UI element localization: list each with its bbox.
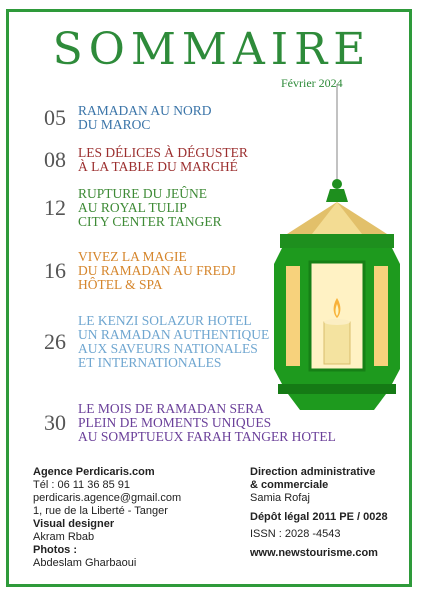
- toc-page-number: 26: [44, 329, 66, 354]
- toc-entry[interactable]: [44, 187, 222, 229]
- toc-page-number: 30: [44, 410, 66, 435]
- toc-title: LES DÉLICES À DÉGUSTER À LA TABLE DU MARCHÉ: [78, 145, 248, 174]
- ramadan-lantern-icon: [262, 84, 412, 424]
- toc-entry[interactable]: [44, 314, 269, 370]
- issn: ISSN : 2028 -4543: [250, 528, 341, 540]
- toc-title: RAMADAN AU NORD DU MAROC: [78, 103, 212, 132]
- designer-name: Akram Rbab: [33, 531, 95, 543]
- photographer-name: Abdeslam Gharbaoui: [33, 557, 137, 569]
- footer-publisher: [250, 466, 388, 560]
- issue-date: Février 2024: [281, 76, 343, 90]
- toc-page-number: 16: [44, 258, 66, 283]
- direction-label-2: & commerciale: [250, 479, 329, 491]
- toc-entry[interactable]: [44, 146, 248, 174]
- legal-deposit: Dépôt légal 2011 PE / 0028: [250, 511, 388, 523]
- toc-entry[interactable]: [44, 104, 212, 132]
- toc-page-number: 05: [44, 105, 66, 130]
- toc-page-number: 12: [44, 195, 66, 220]
- toc-page-number: 08: [44, 147, 66, 172]
- toc-title: LE KENZI SOLAZUR HOTEL UN RAMADAN AUTHENTIQUE AUX SAVEURS NATIONALES ET INTERNATIONALES: [78, 313, 270, 370]
- website-link[interactable]: www.newstourisme.com: [250, 547, 378, 559]
- agency-phone: Tél : 06 11 36 85 91: [33, 479, 131, 491]
- agency-name: Agence Perdicaris.com: [33, 466, 155, 478]
- toc-title: LE MOIS DE RAMADAN SERA PLEIN DE MOMENTS UNIQUES AU SOMPTUEUX FARAH TANGER HOTEL: [78, 401, 336, 444]
- designer-label: Visual designer: [33, 518, 115, 530]
- toc-entry[interactable]: [44, 250, 236, 292]
- direction-label: Direction administrative: [250, 466, 376, 478]
- agency-email[interactable]: perdicaris.agence@gmail.com: [33, 492, 182, 504]
- toc-title: RUPTURE DU JEÛNE AU ROYAL TULIP CITY CENTER TANGER: [78, 186, 222, 229]
- toc-title: VIVEZ LA MAGIE DU RAMADAN AU FREDJ HÔTEL & SPA: [78, 249, 236, 292]
- photos-label: Photos :: [33, 544, 77, 556]
- page-title: SOMMAIRE: [52, 24, 372, 75]
- footer-credits: [33, 466, 181, 570]
- director-name: Samia Rofaj: [250, 492, 310, 504]
- agency-address: 1, rue de la Liberté - Tanger: [33, 505, 168, 517]
- toc-entry[interactable]: [44, 402, 336, 444]
